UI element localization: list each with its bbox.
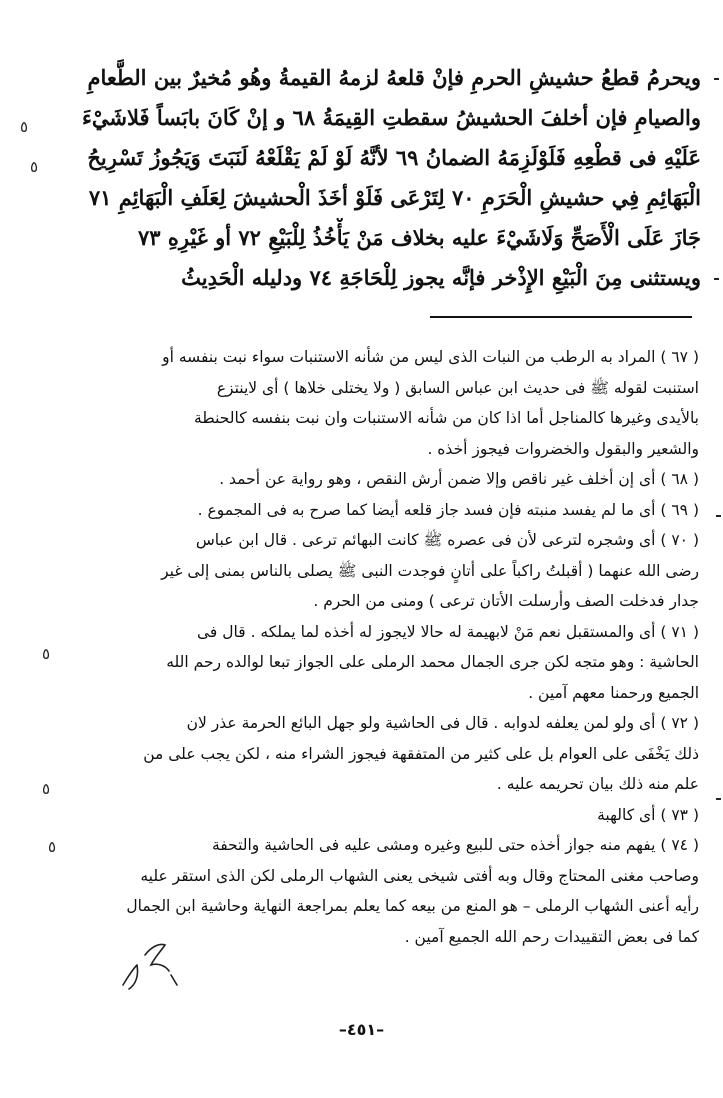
footnote-line: بالأيدى وغيرها كالمناجل أما اذا كان من شأنه الاستنبات وان نبت بنفسه كالحنطة [194,409,699,427]
handwritten-signature-icon [115,935,185,995]
main-text [55,58,701,298]
main-text-line: جَازَ عَلَى الْأَصَحِّ وَلَاشَيْءَ عليه بخلاف مَنْ يَأْخُذُ لِلْبَيْعِ ٧٢ أو غَيْرِهِ ٧٣ [137,225,701,250]
footnote-67 [58,342,699,464]
margin-mark: ٥ [48,838,57,856]
main-text-line: الْبَهَائِمِ فِي حشيشِ الْحَرَمِ ٧٠ لِتَرْعَى فَلَوْ أخَذَ الْحشيشَ لِعَلَفِ الْبَهَائِمِ ٧١ [88,185,701,210]
margin-mark: ٥ [42,645,51,663]
footnote-line: الحاشية : وهو متجه لكن جرى الجمال محمد الرملى على الجواز تبعا لوالده رحم الله [166,653,699,671]
page-number: –٤٥١– [338,1020,385,1039]
main-text-line: ويحرمُ قطعُ حشيشِ الحرمِ فإنْ قلعهُ لزمهُ القيمةُ وهُو مُخيرٌ بين الطَّعامِ [87,65,701,90]
footnote-line: علم منه ذلك بيان تحريمه عليه . [496,775,699,793]
footnote-line: الجميع ورحمنا معهم آمين . [528,683,699,702]
main-text-line: ويستثنى مِنَ الْبَيْعِ الإِذْخر فإنَّه يجوز لِلْحَاجَةِ ٧٤ ودليله الْحَدِيثُ [181,265,701,290]
footnote-line: والشعير والبقول والخضروات فيجوز أخذه . [427,439,699,458]
footnote-68 [58,464,699,495]
footnote-72 [58,708,699,800]
footnotes [58,342,699,952]
margin-mark: ٥ [20,118,29,136]
footnote-line: جدار فدخلت الصف وأرسلت الأتان ترعى ) ومنى من الحرم . [313,592,699,610]
edge-mark [714,78,719,80]
footnote-line: ( ٧٠ ) أى وشجره لترعى لأن فى عصره ﷺ كانت البهائم ترعى . قال ابن عباس [195,531,699,549]
footnote-line: وصاحب مغنى المحتاج وقال وبه أفتى شيخى يعنى الشهاب الرملى لكن الذى استقر عليه [140,866,699,885]
footnote-line: ( ٧٤ ) يفهم منه جواز أخذه حتى للبيع وغيره ومشى عليه فى الحاشية والتحفة [211,836,699,854]
footnote-line: ( ٧١ ) أى والمستقبل نعم مَنْ لابهيمة له حالا لايجوز له أخذه لما يملكه . قال فى [197,622,699,641]
footnote-line: ( ٦٩ ) أى ما لم يفسد منبته فإن فسد جاز قلعه أيضا كما صرح به فى المجموع . [197,500,699,519]
footnote-line: ( ٧٢ ) أى ولو لمن يعلفه لدوابه . قال فى الحاشية ولو جهل البائع الحرمة عذر لان [186,714,699,732]
footnote-line: رضى الله عنهما ( أقبلتُ راكباً على أتانٍ فوجدت النبى ﷺ يصلى بالناس بمنى إلى غير [161,561,699,580]
footnote-70 [58,525,699,617]
margin-mark: ٥ [42,780,51,798]
footnote-line: كما فى بعض التقييدات رحم الله الجميع آمين . [404,927,699,946]
main-text-line: عَلَيْهِ فى قطْعِهِ فَلَوْلَزِمَهُ الضمانُ ٦٩ لأنَّهُ لَوْ لَمْ يَقْلَعْهُ لَنَبَتَ وَيَجُوزُ تَسْرِيحُ [87,145,701,170]
footnote-71 [58,617,699,709]
footnote-line: ( ٧٣ ) أى كالهبة [597,805,699,824]
edge-mark [716,515,721,517]
footnote-74 [58,830,699,952]
margin-mark: ٥ [30,158,39,176]
edge-mark [716,798,721,800]
footnote-69 [58,495,699,526]
footnote-line: ( ٦٧ ) المراد به الرطب من النبات الذى ليس من شأنه الاستنبات سواء نبت بنفسه أو [162,348,699,366]
footnote-line: رأيه أعنى الشهاب الرملى – هو المنع من بيعه كما يعلم بمراجعة النهاية وحاشية ابن الجمال [126,897,699,915]
footnote-line: استنبت لقوله ﷺ فى حديث ابن عباس السابق ( ولا يختلى خلاها ) أى لاينتزع [216,378,699,397]
main-text-line: والصيامِ فإن أخلفَ الحشيشُ سقطتِ القِيمَةُ ٦٨ و إنْ كَانَ بابَساً فَلاشَيْءَ [82,105,701,130]
edge-mark [714,278,719,280]
footnote-73 [58,800,699,831]
footnote-separator [430,316,692,318]
footnote-line: ( ٦٨ ) أى إن أخلف غير ناقص وإلا ضمن أرش النقص ، وهو رواية عن أحمد . [219,470,699,488]
footnote-line: ذلك يَخْفَى على العوام بل على كثير من المتفقهة فيجوز الشراء منه ، لكن يجب على من [143,744,699,763]
